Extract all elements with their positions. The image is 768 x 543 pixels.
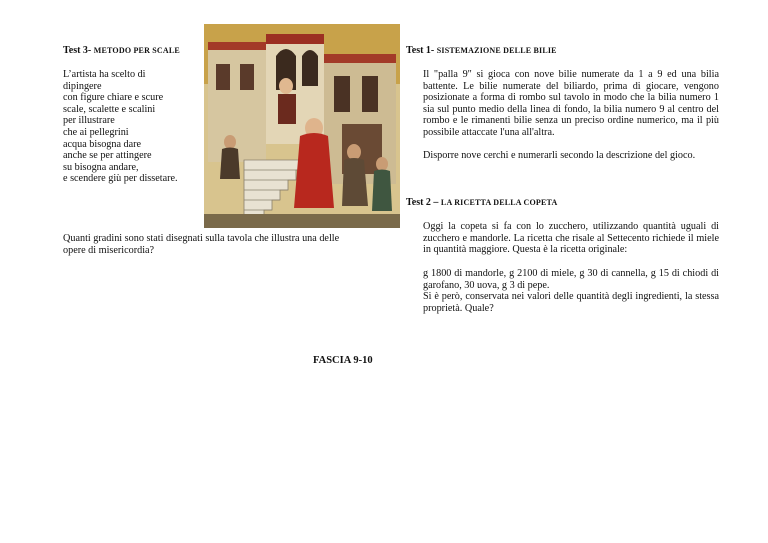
test1-description: Il "palla 9" si gioca con nove bilie numerate da 1 a 9 ed una bilia battente. Le bilie numerate del biliardo, prima di giocare, vengono posizionate a forma di rombo sul tavolo in modo che la bilia numero 1 sia sul punto medio della linea di fondo, la bilia numero 9 al centro del rombo e le rimanenti bilie senza un preciso ordine numerico, ma il più possibile attaccate l'una all'altra. — [423, 69, 719, 138]
test2-title: LA RICETTA DELLA COPETA — [440, 198, 558, 207]
poem-line: e scendere giù per dissetare. — [63, 173, 178, 185]
test2-recipe: g 1800 di mandorle, g 2100 di miele, g 30 di cannella, g 15 di chiodi di garofano, 30 uova, g 3 di pepe. — [423, 268, 719, 291]
poem-line: per illustrare — [63, 115, 115, 127]
poem-line: scale, scalette e scalini — [63, 103, 156, 115]
test1-heading — [406, 45, 557, 56]
test2-question: Si è però, conservata nei valori delle quantità degli ingredienti, la stessa proprietà. Quale? — [423, 291, 719, 314]
test3-question: Quanti gradini sono stati disegnati sulla tavola che illustra una delle opere di misericordia? — [63, 233, 340, 256]
test2-label: Test 2 – — [406, 197, 439, 208]
test3-title: METODO PER SCALE — [93, 46, 180, 55]
test1-label: Test 1- — [406, 45, 435, 56]
poem-line: dipingere — [63, 80, 102, 92]
test1-title: SISTEMAZIONE DELLE BILIE — [436, 46, 557, 55]
painting-image — [204, 24, 400, 228]
test1-text — [423, 69, 719, 139]
test2-heading — [406, 197, 557, 208]
footer-fascia: FASCIA 9-10 — [313, 355, 373, 366]
test1-instruction: Disporre nove cerchi e numerarli secondo la descrizione del gioco. — [423, 150, 696, 161]
poem-line: anche se per attingere — [63, 150, 152, 162]
poem-line: che ai pellegrini — [63, 126, 129, 138]
poem-line: su bisogna andare, — [63, 161, 139, 173]
test3-label: Test 3- — [63, 45, 92, 56]
test3-poem — [63, 69, 203, 185]
poem-line: con figure chiare e scure — [63, 92, 164, 104]
poem-line: acqua bisogna dare — [63, 138, 142, 150]
test3-heading — [63, 45, 180, 56]
poem-line: L’artista ha scelto di — [63, 69, 146, 80]
test2-text: Oggi la copeta si fa con lo zucchero, utilizzando quantità uguali di zucchero e mandorle. La ricetta che risale al Settecento richiede il miele in quantità maggiore. Questa è la ricetta originale: — [423, 221, 719, 256]
painting-illustration — [204, 24, 400, 228]
